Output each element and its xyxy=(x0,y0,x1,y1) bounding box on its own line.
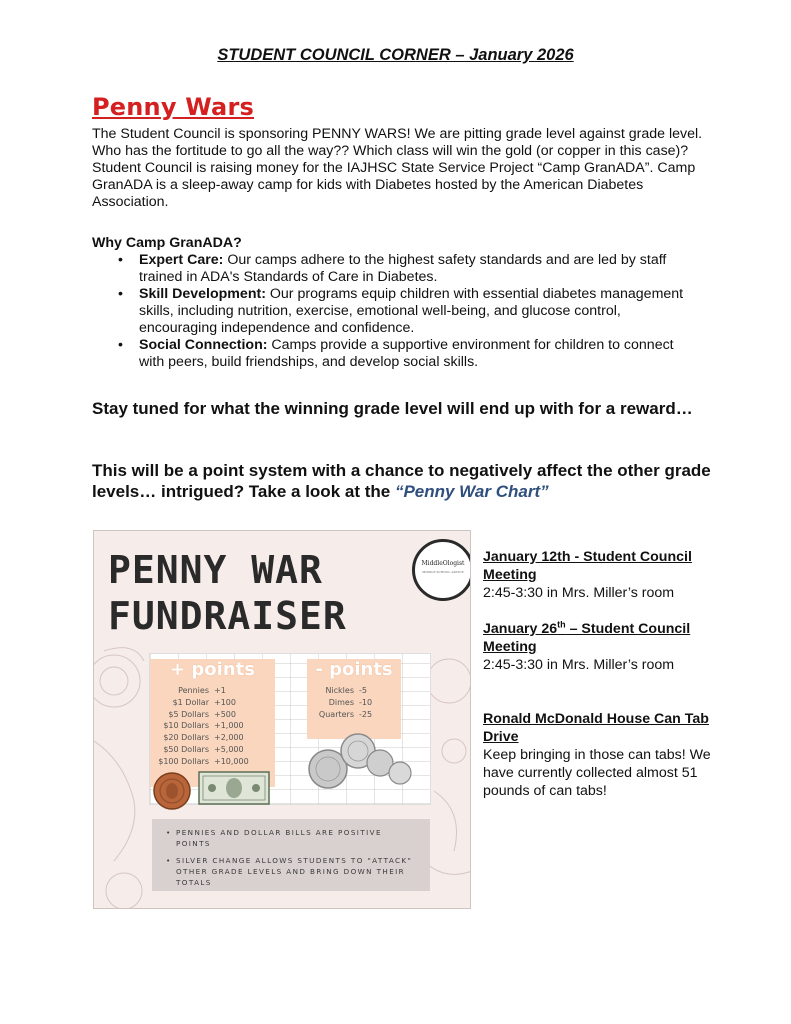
intro-paragraph: The Student Council is sponsoring PENNY WARS! We are pitting grade level against grade level. Who has the fortitude to go all the way?? Which class will win the gold (or copper in this case)? Student Council is raising money for the IAJHSC State Service Project “Camp GranADA”. Camp GranADA is a sleep-away camp for kids with Diabetes hosted by the American Diabetes Association. xyxy=(92,126,703,210)
bullet-label: Social Connection: xyxy=(139,337,268,353)
bullet-icon: • xyxy=(166,856,172,865)
minus-point-row xyxy=(307,685,401,697)
rule-note-text: PENNIES AND DOLLAR BILLS ARE POSITIVE POINTS xyxy=(176,828,382,848)
bullet-icon: • xyxy=(118,286,123,302)
point-label: $5 Dollars xyxy=(168,709,209,719)
rule-note xyxy=(166,827,416,849)
plus-point-row xyxy=(150,756,275,768)
point-label: Quarters xyxy=(318,709,354,719)
bullet-icon: • xyxy=(166,828,172,837)
point-label: Nickles xyxy=(325,686,354,695)
rule-note xyxy=(166,855,416,888)
point-value: +2,000 xyxy=(214,733,244,743)
bullet-icon: • xyxy=(118,252,123,268)
event-item xyxy=(483,548,713,602)
point-system-body: This will be a point system with a chance to negatively affect the other grade levels… intrigued? Take a look at the xyxy=(92,461,711,501)
event-title-date: January 26 xyxy=(483,621,558,637)
bullet-label: Expert Care: xyxy=(139,252,224,268)
plus-point-row xyxy=(150,697,275,709)
penny-war-poster xyxy=(93,530,471,909)
newsletter-title: STUDENT COUNCIL CORNER – January 2026 xyxy=(217,46,574,64)
plus-point-row xyxy=(150,720,275,732)
minus-points-list xyxy=(307,685,401,720)
bullet-icon: • xyxy=(118,337,123,353)
benefits-list xyxy=(118,252,698,371)
plus-point-row xyxy=(150,744,275,756)
point-value: +5,000 xyxy=(214,744,244,754)
point-value: +1 xyxy=(214,686,226,695)
bullet-text: Our programs equip children with essential diabetes management skills, including nutrition, exercise, emotional well-being, and glucose control, encouraging independence and confidence. xyxy=(139,286,684,336)
event-title-suffix: th xyxy=(557,619,566,630)
point-value: +1,000 xyxy=(214,721,244,731)
poster-headline xyxy=(108,547,428,639)
point-label: Pennies xyxy=(178,686,209,695)
logo-subtext: MIDDLE SCHOOL ADVICE xyxy=(422,570,464,574)
point-value: +500 xyxy=(214,709,236,719)
point-value: +10,000 xyxy=(214,756,249,766)
rules-note-box xyxy=(152,819,430,891)
event-title-rest: – Student Council Meeting xyxy=(483,621,691,655)
section-title: Penny Wars xyxy=(92,93,254,121)
event-detail: Keep bringing in those can tabs! We have currently collected almost 51 pounds of can tabs! xyxy=(483,747,711,799)
why-heading: Why Camp GranADA? xyxy=(92,235,242,251)
point-label: Dimes xyxy=(328,697,354,707)
penny-war-chart-link[interactable]: “Penny War Chart” xyxy=(394,482,549,501)
point-value: -25 xyxy=(359,709,373,719)
poster-headline-line1: PENNY WAR xyxy=(108,548,323,592)
minus-point-row xyxy=(307,697,401,709)
point-label: $100 Dollars xyxy=(158,756,209,766)
list-item xyxy=(118,337,698,371)
event-detail: 2:45-3:30 in Mrs. Miller’s room xyxy=(483,657,675,673)
point-label: $20 Dollars xyxy=(163,733,209,743)
silver-coins-icon xyxy=(304,727,424,807)
stay-tuned-text: Stay tuned for what the winning grade level will end up with for a reward… xyxy=(92,399,693,418)
event-title: January 12th - Student Council Meeting xyxy=(483,549,692,583)
bullet-text: Camps provide a supportive environment for children to connect with peers, build friendships, and develop social skills. xyxy=(139,337,674,370)
minus-point-row xyxy=(307,709,401,721)
minus-points-title: - points xyxy=(315,659,393,680)
logo-text: MiddleOlogist xyxy=(421,560,465,567)
plus-point-row xyxy=(150,685,275,697)
point-value: -10 xyxy=(359,697,373,707)
point-value: -5 xyxy=(359,686,367,695)
poster-headline-line2: FUNDRAISER xyxy=(108,594,347,638)
plus-point-row xyxy=(150,732,275,744)
plus-point-row xyxy=(150,709,275,721)
point-system-text xyxy=(92,460,712,502)
plus-points-box xyxy=(150,659,275,787)
point-label: $50 Dollars xyxy=(163,744,209,754)
bullet-label: Skill Development: xyxy=(139,286,266,302)
point-value: +100 xyxy=(214,697,236,707)
list-item xyxy=(118,286,698,337)
penny-icon xyxy=(152,771,192,811)
event-item xyxy=(483,710,713,800)
event-item xyxy=(483,620,713,674)
plus-points-list xyxy=(150,685,275,768)
plus-points-title: + points xyxy=(170,659,255,680)
point-label: $10 Dollars xyxy=(163,721,209,731)
rule-note-text: SILVER CHANGE ALLOWS STUDENTS TO "ATTACK" OTHER GRADE LEVELS AND BRING DOWN THEIR TOTALS xyxy=(176,856,413,887)
event-title xyxy=(483,620,713,656)
list-item xyxy=(118,252,698,286)
bullet-text: Our camps adhere to the highest safety standards and are led by staff trained in ADA's Standards of Care in Diabetes. xyxy=(139,252,667,285)
event-title: Ronald McDonald House Can Tab Drive xyxy=(483,711,709,745)
dollar-bill-icon xyxy=(198,771,270,805)
event-detail: 2:45-3:30 in Mrs. Miller’s room xyxy=(483,585,675,601)
point-label: $1 Dollar xyxy=(172,697,209,707)
middleologist-logo xyxy=(412,539,471,601)
